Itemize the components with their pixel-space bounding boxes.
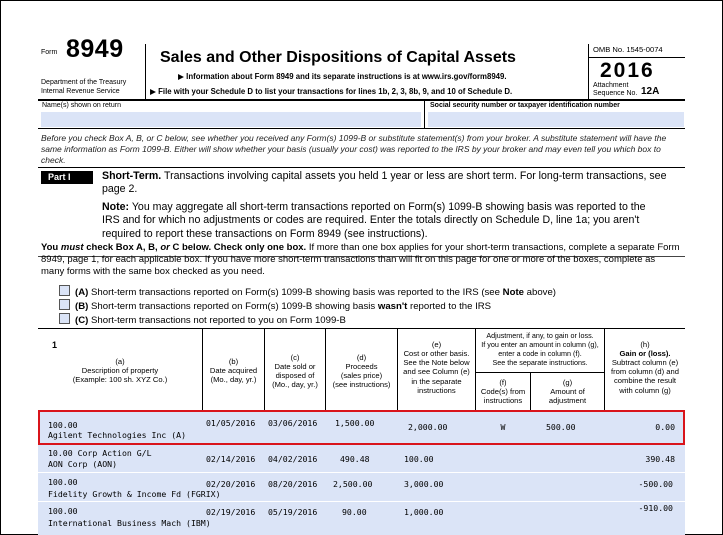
cell-cost[interactable]: 2,000.00 bbox=[408, 422, 448, 432]
cell-proceeds[interactable]: 90.00 bbox=[342, 507, 367, 517]
part-heading-text: Transactions involving capital assets you held 1 year or less are short term. For long-term transactions, see page 2. bbox=[102, 170, 667, 196]
form-title: Sales and Other Dispositions of Capital Assets bbox=[160, 49, 516, 66]
part-label: Part I bbox=[41, 171, 93, 184]
cell-gain-loss[interactable]: -910.00 bbox=[638, 503, 673, 513]
header-c: Date sold or disposed of (Mo., day, yr.) bbox=[272, 362, 318, 390]
header-d: Proceeds (sales price) (see instructions) bbox=[332, 362, 391, 390]
cell-qty[interactable]: 100.00 bbox=[48, 506, 78, 516]
box-a-letter: (A) bbox=[75, 287, 89, 298]
tax-year: 2016 bbox=[600, 59, 655, 82]
header-e: Cost or other basis. See the Note below and see Column (e) in the separate instructions bbox=[403, 349, 470, 395]
intro-text: Before you check Box A, B, or C below, see whether you received any Form(s) 1099-B or substitute statement(s) from your broker. A substitute statement will have the same information as Form 1099-B. Either will show whether your basis (usually your cost) was reported to the IRS by your broker and may even tell you which box to check. bbox=[41, 133, 667, 165]
box-c-checkbox[interactable] bbox=[59, 313, 70, 324]
cell-proceeds[interactable]: 490.48 bbox=[340, 454, 370, 464]
cell-code[interactable]: W bbox=[500, 422, 506, 432]
department-line1: Department of the Treasury bbox=[41, 79, 127, 86]
cell-cost[interactable]: 3,000.00 bbox=[404, 479, 444, 489]
box-b-tail: reported to the IRS bbox=[407, 301, 492, 312]
check-instruction-3: check Box A, B, bbox=[83, 242, 161, 253]
part-note bbox=[102, 201, 662, 241]
check-instruction-must: must bbox=[60, 242, 84, 253]
box-a-text: Short-term transactions reported on Form(s) 1099-B showing basis was reported to the IRS (see bbox=[91, 287, 503, 298]
header-g-letter: (g) bbox=[562, 378, 573, 387]
info-line-2: ▶ File with your Schedule D to list your transactions for lines 1b, 2, 3, 8b, 9, and 10 of Schedule D. bbox=[150, 87, 513, 96]
cell-date-acquired[interactable]: 02/20/2016 bbox=[206, 479, 256, 489]
cell-qty[interactable]: 100.00 bbox=[48, 420, 78, 430]
note-label: Note: bbox=[102, 201, 130, 213]
cell-cost[interactable]: 1,000.00 bbox=[404, 507, 444, 517]
cell-date-sold[interactable]: 08/20/2016 bbox=[268, 479, 318, 489]
line-number: 1 bbox=[52, 340, 58, 350]
form-label: Form bbox=[41, 49, 58, 56]
attachment-label: Attachment bbox=[593, 82, 629, 89]
form-number: 8949 bbox=[66, 35, 124, 63]
header-h: Subtract column (e) from column (d) and combine the result with column (g) bbox=[611, 358, 679, 395]
box-a-tail: above) bbox=[523, 287, 556, 298]
header-g: Amount of adjustment bbox=[548, 387, 587, 406]
cell-description[interactable]: International Business Mach (IBM) bbox=[48, 518, 211, 528]
box-b-row[interactable] bbox=[59, 299, 491, 312]
part-heading-bold: Short-Term. bbox=[102, 170, 162, 182]
header-d-letter: (d) bbox=[356, 353, 367, 362]
box-a-checkbox[interactable] bbox=[59, 285, 70, 296]
cell-date-sold[interactable]: 04/02/2016 bbox=[268, 454, 318, 464]
header-adjustment: Adjustment, if any, to gain or loss. If you enter an amount in column (g), enter a code in column (f). See the separate instructions. bbox=[481, 331, 599, 367]
header-b: Date acquired (Mo., day, yr.) bbox=[209, 366, 258, 385]
cell-date-sold[interactable]: 05/19/2016 bbox=[268, 507, 318, 517]
cell-cost[interactable]: 100.00 bbox=[404, 454, 434, 464]
cell-date-acquired[interactable]: 02/19/2016 bbox=[206, 507, 256, 517]
check-instruction-5: C below. Check only one box. bbox=[169, 242, 307, 253]
cell-proceeds[interactable]: 1,500.00 bbox=[335, 418, 375, 428]
cell-description[interactable]: Fidelity Growth & Income Fd (FGRIX) bbox=[48, 489, 221, 499]
box-c-row[interactable] bbox=[59, 313, 346, 326]
ssn-field[interactable] bbox=[428, 112, 684, 127]
header-e-letter: (e) bbox=[431, 340, 442, 349]
sequence-number: 12A bbox=[641, 86, 660, 97]
header-a-letter: (a) bbox=[115, 357, 125, 366]
header-f: Code(s) from instructions bbox=[480, 387, 526, 406]
cell-gain-loss[interactable]: 0.00 bbox=[655, 422, 675, 432]
omb-number: OMB No. 1545-0074 bbox=[593, 45, 663, 54]
note-text: You may aggregate all short-term transactions reported on Form(s) 1099-B showing basis was reported to the IRS and for which no adjustments or codes are required. Enter the totals directly on Schedule D, line 1a; you aren't required to report these transactions on Form 8949 (see instructions). bbox=[102, 201, 646, 240]
box-b-letter: (B) bbox=[75, 301, 89, 312]
box-b-checkbox[interactable] bbox=[59, 299, 70, 310]
header-h-letter: (h) bbox=[640, 340, 650, 349]
box-a-row[interactable] bbox=[59, 285, 556, 298]
box-c-text: Short-term transactions not reported to you on Form 1099-B bbox=[91, 315, 346, 326]
cell-date-acquired[interactable]: 02/14/2016 bbox=[206, 454, 256, 464]
info-line-1: ▶ Information about Form 8949 and its separate instructions is at www.irs.gov/form8949. bbox=[178, 72, 507, 81]
check-instruction-rest: If more than one box applies for your short-term transactions, complete a separate Form 8949, page 1, for each applicable box. If you have more short-term transactions than will fit on this page for one or more of the boxes, complete as many forms with the same box checked as you need. bbox=[41, 242, 680, 277]
cell-gain-loss[interactable]: -500.00 bbox=[638, 479, 673, 489]
row-highlight-box bbox=[38, 410, 685, 445]
name-field[interactable] bbox=[41, 112, 421, 127]
box-c-letter: (C) bbox=[75, 315, 89, 326]
department-line2: Internal Revenue Service bbox=[41, 88, 120, 95]
header-c-letter: (c) bbox=[290, 353, 300, 362]
header-f-letter: (f) bbox=[499, 378, 507, 387]
header-h-bold: Gain or (loss). bbox=[619, 349, 671, 358]
box-b-text: Short-term transactions reported on Form(s) 1099-B showing basis bbox=[91, 301, 378, 312]
cell-date-sold[interactable]: 03/06/2016 bbox=[268, 418, 318, 428]
cell-description[interactable]: AON Corp (AON) bbox=[48, 459, 118, 469]
cell-date-acquired[interactable]: 01/05/2016 bbox=[206, 418, 256, 428]
check-instruction bbox=[41, 242, 681, 278]
sequence-label: Sequence No. bbox=[593, 90, 638, 97]
check-instruction-1: You bbox=[41, 242, 61, 253]
header-b-letter: (b) bbox=[228, 357, 239, 366]
header-a: Description of property (Example: 100 sh. XYZ Co.) bbox=[72, 366, 168, 385]
cell-qty[interactable]: 10.00 Corp Action G/L bbox=[48, 448, 152, 458]
cell-qty[interactable]: 100.00 bbox=[48, 477, 78, 487]
cell-proceeds[interactable]: 2,500.00 bbox=[333, 479, 373, 489]
check-instruction-or: or bbox=[160, 242, 170, 253]
cell-adjustment[interactable]: 500.00 bbox=[546, 422, 576, 432]
name-label: Name(s) shown on return bbox=[42, 102, 121, 109]
ssn-label: Social security number or taxpayer identification number bbox=[430, 102, 620, 109]
part-heading bbox=[102, 170, 682, 197]
cell-gain-loss[interactable]: 390.48 bbox=[645, 454, 675, 464]
box-b-bold: wasn't bbox=[377, 301, 408, 312]
box-a-bold: Note bbox=[502, 287, 524, 298]
cell-description[interactable]: Agilent Technologies Inc (A) bbox=[48, 430, 187, 440]
